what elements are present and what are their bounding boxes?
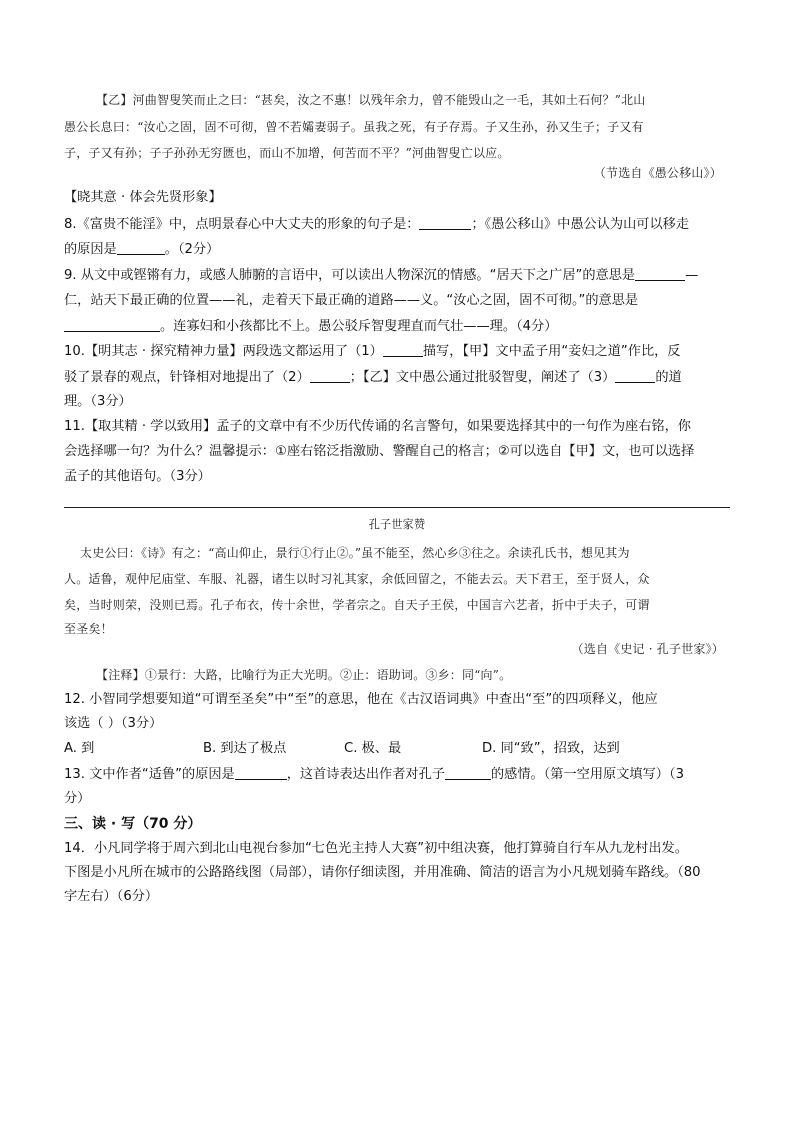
question-12-line-1: 12. 小智同学想要知道“可谓至圣矣”中“至”的意思，他在《古汉语词典》中查出“至”的四项释义，他应 [64,692,658,707]
q9-text-4: 。连寡妇和小孩都比不上。愚公驳斥智叟理直而气壮——理。（4分） [160,319,558,334]
question-9-line-1 [64,266,698,285]
passage-yi-line-2: 愚公长息曰：“汝心之固，固不可彻，曾不若孀妻弱子。虽我之死，有子存焉。子又生孙，孙又生子；子又有 [64,120,644,134]
q9-blank-2[interactable] [64,317,160,332]
q13-blank-2[interactable] [445,765,491,780]
q10-blank-3[interactable] [615,368,655,383]
section-divider [64,507,730,508]
q9-text-1: 9. 从文中或铿锵有力，或感人肺腑的言语中，可以读出人物深沉的情感。“居天下之广居”的意思是 [64,268,636,283]
passage-yi-line-3: 子，子又有孙；子子孙孙无穷匮也，而山不加增，何苦而不平？”河曲智叟亡以应。 [64,146,510,160]
kongzi-source: （选自《史记 · 孔子世家》） [571,642,724,656]
question-14-line-1: 14．小凡同学将于周六到北山电视台参加“七色光主持人大赛”初中组决赛，他打算骑自行车从九龙村出发。 [64,841,688,856]
question-10-line-3: 理。（3分） [64,394,132,409]
option-d[interactable]: D. 同“致”，招致，达到 [482,741,620,756]
q10-text-1: 10.【明其志 · 探究精神力量】两段选文都运用了（1） [64,344,383,359]
passage-yi-source: （节选自《愚公移山》） [593,166,722,180]
option-c[interactable]: C. 极、最 [344,741,402,756]
section-three-title: 三、读 · 写（70 分） [64,816,202,832]
option-a[interactable]: A. 到 [64,741,95,756]
q13-text-3: 的感情。（第一空用原文填写）（3 [490,767,684,782]
option-b[interactable]: B. 到达了极点 [203,741,287,756]
q13-blank-1[interactable] [235,765,287,780]
q10-text-5: 的道 [655,370,682,385]
question-14-line-2: 下图是小凡所在城市的公路路线图（局部），请你仔细读图，并用准确、简洁的语言为小凡规划骑车路线。（80 [64,865,701,880]
question-11-line-2: 会选择哪一句？为什么？温馨提示：①座右铭泛指激励、警醒自己的格言；②可以选自【甲】文，也可以选择 [64,444,695,459]
q8-text-4: 。（2分） [164,242,220,257]
kongzi-line-1: 太史公曰：《诗》有之：“高山仰止，景行①行止②。”虽不能至，然心乡③往之。余读孔氏书，想见其为 [80,546,630,560]
question-13-line-2: 分） [64,791,91,806]
question-8-line-2 [64,240,219,259]
q9-blank-1[interactable] [635,266,685,281]
q9-text-2: — [685,268,699,283]
kongzi-line-2: 人。适鲁，观仲尼庙堂、车服、礼器，诸生以时习礼其家，余低回留之，不能去云。天下君王，至于贤人，众 [64,572,650,586]
q13-text-1: 13. 文中作者“适鲁”的原因是 [64,767,235,782]
q10-text-3: 驳了景春的观点，针锋相对地提出了（2） [64,370,310,385]
question-8-line-1 [64,215,689,234]
q10-blank-2[interactable] [310,368,350,383]
kongzi-line-3: 矣，当时则荣，没则已焉。孔子布衣，传十余世，学者宗之。自天子王侯，中国言六艺者，折中于夫子，可谓 [64,598,650,612]
question-11-line-3: 孟子的其他语句。（3分） [64,469,211,484]
question-13-line-1 [64,765,684,784]
question-14-line-3: 字左右）（6分） [64,889,159,904]
q8-text-2: ；《愚公移山》中愚公认为山可以移走 [471,217,690,232]
kongzi-note: 【注释】①景行：大路，比喻行为正大光明。②止：语助词。③乡：同“向”。 [96,668,512,682]
q8-blank-2[interactable] [117,240,165,255]
q10-text-4: ；【乙】文中愚公通过批驳智叟，阐述了（3） [349,370,616,385]
q8-text-3: 的原因是 [64,242,117,257]
question-11-line-1: 11.【取其精 · 学以致用】孟子的文章中有不少历代传诵的名言警句，如果要选择其中的一句作为座右铭，你 [64,419,691,434]
q10-blank-1[interactable] [383,342,423,357]
question-9-line-3 [64,317,557,336]
question-9-line-2: 仁，站天下最正确的位置——礼，走着天下最正确的道路——义。“汝心之固，固不可彻。”的意思是 [64,293,639,308]
q8-text-1: 8.《富贵不能淫》中，点明景春心中大丈夫的形象的句子是： [64,217,420,232]
q10-text-2: 描写，【甲】文中孟子用“妾妇之道”作比，反 [422,344,681,359]
q13-text-2: ，这首诗表达出作者对孔子 [286,767,445,782]
question-10-line-1 [64,342,681,361]
section-a-title: 【晓其意 · 体会先贤形象】 [64,190,222,205]
kongzi-passage-title: 孔子世家赞 [368,518,426,531]
question-12-line-2: 该选（ ）（3分） [64,716,163,731]
kongzi-line-4: 至圣矣！ [64,622,113,636]
q8-blank-1[interactable] [419,215,471,230]
question-10-line-2 [64,368,682,387]
passage-yi-line-1: 【乙】河曲智叟笑而止之曰：“甚矣，汝之不惠！以残年余力，曾不能毁山之一毛，其如土石何？”北山 [96,93,646,107]
